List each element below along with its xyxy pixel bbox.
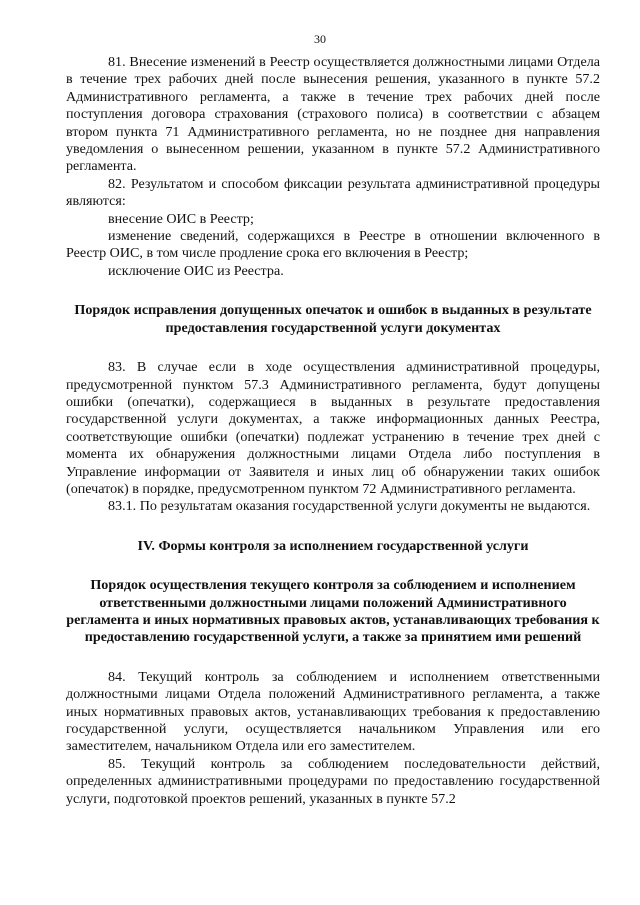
page-number: 30 [314,32,326,46]
paragraph-82: 82. Результатом и способом фиксации результата административной процедуры являются: [66,175,600,210]
document-body [66,54,600,808]
heading-section-4: IV. Формы контроля за исполнением государственной услуги [137,537,529,554]
paragraph-82-item-3: исключение ОИС из Реестра. [108,262,284,279]
heading-current-control: Порядок осуществления текущего контроля за соблюдением и исполнением ответственными должностными лицами положений Административного регламента и иных нормативных правовых актов, устанавливающих требования к предоставлению государственной услуги, а также за принятием ими решений [66,577,600,646]
paragraph-83-1: 83.1. По результатам оказания государственной услуги документы не выдаются. [108,498,591,515]
heading-errors-correction: Порядок исправления допущенных опечаток и ошибок в выданных в результате предоставления государственной услуги документах [74,302,592,336]
paragraph-82-item-2: изменение сведений, содержащихся в Реестре в отношении включенного в Реестр ОИС, в том числе продление срока его включения в Реестр; [66,228,600,262]
paragraph-85: 85. Текущий контроль за соблюдением последовательности действий, определенных административными процедурами по предоставлению государственной услуги, подготовкой проектов решений, указанных в пункте 57.2 [66,755,600,807]
paragraph-81: 81. Внесение изменений в Реестр осуществляется должностными лицами Отдела в течение трех рабочих дней после вынесения решения, указанного в пункте 57.2 Административного регламента, а также в течение трех рабочих дней после поступления договора страхования (страхового полиса) в соответствии с абзацем втором пункта 71 Административного регламента, но не позднее дня направления уведомления о вынесенном решении, указанном в пункте 57.2 Административного регламента. [66,54,600,175]
paragraph-82-item-1: внесение ОИС в Реестр; [108,210,254,227]
paragraph-84: 84. Текущий контроль за соблюдением и исполнением ответственными должностными лицами Отдела положений Административного регламента, а также иных нормативных правовых актов, устанавливающих требования к предоставлению государственной услуги, осуществляется начальником Управления или его заместителем, начальником Отдела или его заместителем. [66,668,600,755]
paragraph-83: 83. В случае если в ходе осуществления административной процедуры, предусмотренной пунктом 57.3 Административного регламента, будут допущены ошибки (опечатки), содержащиеся в выданных в результате предоставления государственной услуги документах, а также информационных данных Реестра, соответствующие ошибки (опечатки) подлежат устранению в течение трех дней с момента их обнаружения должностными лицами Отдела либо поступления в Управление информации от Заявителя и иных лиц об обнаружении таких ошибок (опечаток) в порядке, предусмотренном пунктом 72 Административного регламента. [66,359,600,497]
